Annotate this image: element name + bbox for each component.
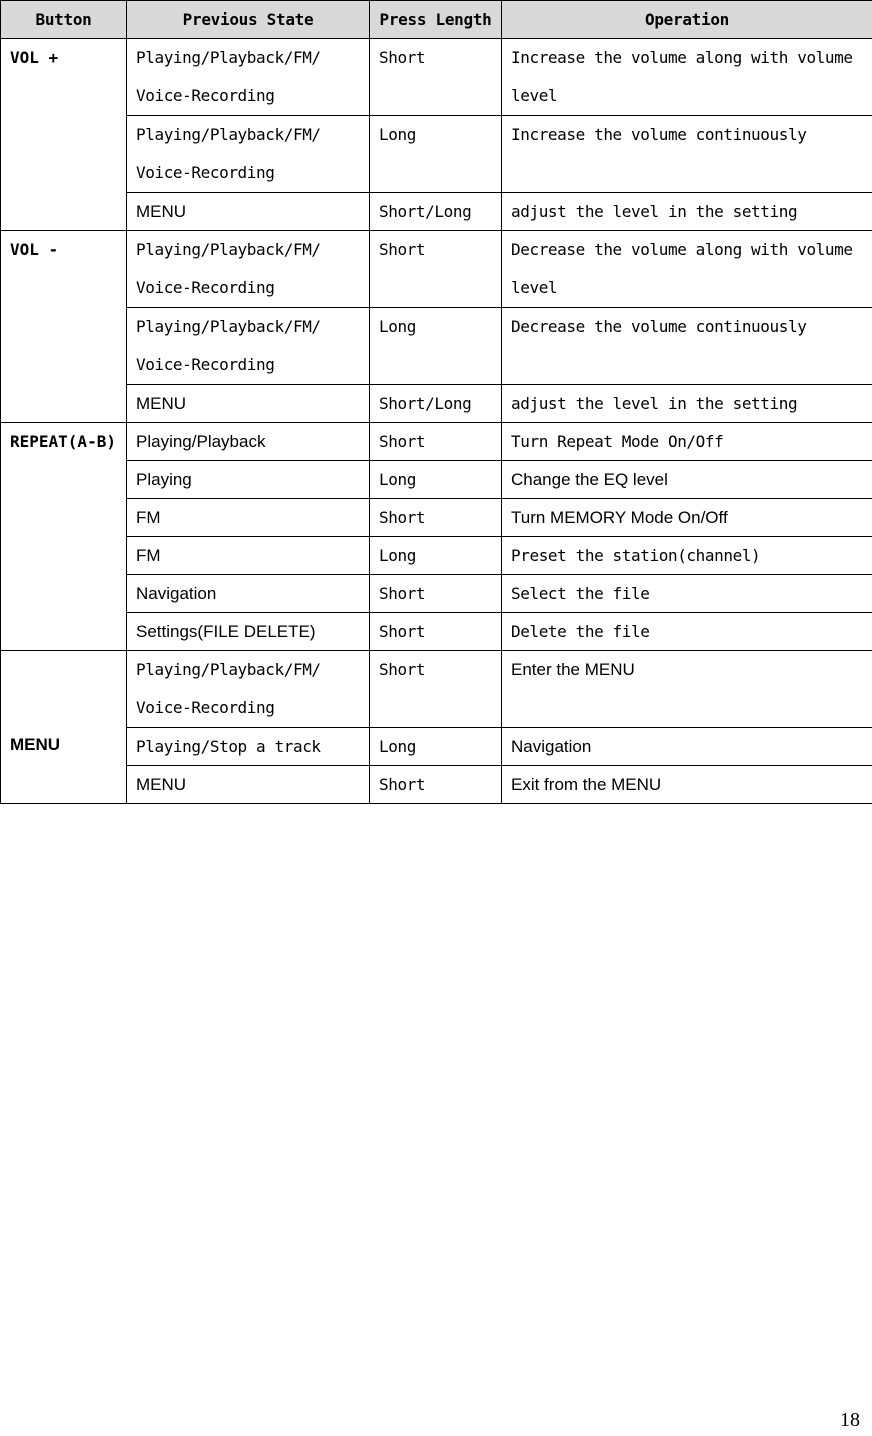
table-row xyxy=(1,766,872,804)
state-cell: MENU xyxy=(127,193,370,231)
table-row xyxy=(1,499,872,537)
table-row xyxy=(1,575,872,613)
state-line: Voice-Recording xyxy=(136,698,275,717)
table-row xyxy=(1,728,872,766)
length-cell: Short xyxy=(370,39,502,116)
state-line: Playing/Playback/FM/ xyxy=(136,317,321,336)
length-cell: Long xyxy=(370,461,502,499)
state-cell xyxy=(127,651,370,728)
operation-cell: Navigation xyxy=(502,728,872,766)
operation-line: Decrease the volume along with volume xyxy=(511,240,853,259)
length-cell: Short xyxy=(370,423,502,461)
state-cell: FM xyxy=(127,537,370,575)
table-row xyxy=(1,651,872,728)
length-cell: Short/Long xyxy=(370,193,502,231)
length-cell: Short xyxy=(370,499,502,537)
operation-cell: Delete the file xyxy=(502,613,872,651)
state-line: Playing/Playback/FM/ xyxy=(136,48,321,67)
length-cell: Long xyxy=(370,537,502,575)
operation-line: level xyxy=(511,278,558,297)
button-cell-repeat: REPEAT(A-B) xyxy=(1,423,127,651)
state-cell xyxy=(127,308,370,385)
table-row xyxy=(1,537,872,575)
state-cell: Navigation xyxy=(127,575,370,613)
header-press-length: Press Length xyxy=(370,1,502,39)
operation-cell: Decrease the volume continuously xyxy=(502,308,872,385)
state-line: Voice-Recording xyxy=(136,163,275,182)
length-cell: Short xyxy=(370,766,502,804)
operation-cell: Enter the MENU xyxy=(502,651,872,728)
operation-cell: Change the EQ level xyxy=(502,461,872,499)
state-line: Voice-Recording xyxy=(136,355,275,374)
operation-cell: Increase the volume continuously xyxy=(502,116,872,193)
table-row xyxy=(1,423,872,461)
length-cell: Long xyxy=(370,308,502,385)
state-line: Voice-Recording xyxy=(136,86,275,105)
operation-cell: adjust the level in the setting xyxy=(502,193,872,231)
operation-cell xyxy=(502,39,872,116)
button-cell-vol-plus: VOL + xyxy=(1,39,127,231)
state-line: Playing/Playback/FM/ xyxy=(136,125,321,144)
state-cell: MENU xyxy=(127,766,370,804)
state-line: Playing/Playback/FM/ xyxy=(136,660,321,679)
operation-cell: Select the file xyxy=(502,575,872,613)
operation-line: level xyxy=(511,86,558,105)
table-row xyxy=(1,385,872,423)
length-cell: Short/Long xyxy=(370,385,502,423)
state-cell: Playing xyxy=(127,461,370,499)
operation-cell: Turn MEMORY Mode On/Off xyxy=(502,499,872,537)
table-row xyxy=(1,39,872,116)
length-cell: Short xyxy=(370,651,502,728)
button-cell-menu: MENU xyxy=(1,651,127,804)
table-row xyxy=(1,308,872,385)
state-cell: MENU xyxy=(127,385,370,423)
state-cell: Playing/Stop a track xyxy=(127,728,370,766)
length-cell: Short xyxy=(370,613,502,651)
operation-cell xyxy=(502,231,872,308)
header-operation: Operation xyxy=(502,1,872,39)
table-row xyxy=(1,613,872,651)
operation-cell: adjust the level in the setting xyxy=(502,385,872,423)
table-header-row xyxy=(1,1,872,39)
length-cell: Short xyxy=(370,231,502,308)
state-cell xyxy=(127,231,370,308)
page-number: 18 xyxy=(840,1409,860,1431)
length-cell: Short xyxy=(370,575,502,613)
length-cell: Long xyxy=(370,116,502,193)
state-cell xyxy=(127,39,370,116)
operation-cell: Preset the station(channel) xyxy=(502,537,872,575)
state-cell: FM xyxy=(127,499,370,537)
state-cell: Playing/Playback xyxy=(127,423,370,461)
operation-line: Increase the volume along with volume xyxy=(511,48,853,67)
operation-cell: Exit from the MENU xyxy=(502,766,872,804)
length-cell: Long xyxy=(370,728,502,766)
state-line: Voice-Recording xyxy=(136,278,275,297)
table-row xyxy=(1,193,872,231)
button-cell-vol-minus: VOL - xyxy=(1,231,127,423)
state-cell: Settings(FILE DELETE) xyxy=(127,613,370,651)
table-row xyxy=(1,116,872,193)
table-row xyxy=(1,461,872,499)
state-line: Playing/Playback/FM/ xyxy=(136,240,321,259)
header-previous-state: Previous State xyxy=(127,1,370,39)
table-row xyxy=(1,231,872,308)
header-button: Button xyxy=(1,1,127,39)
operation-cell: Turn Repeat Mode On/Off xyxy=(502,423,872,461)
state-cell xyxy=(127,116,370,193)
